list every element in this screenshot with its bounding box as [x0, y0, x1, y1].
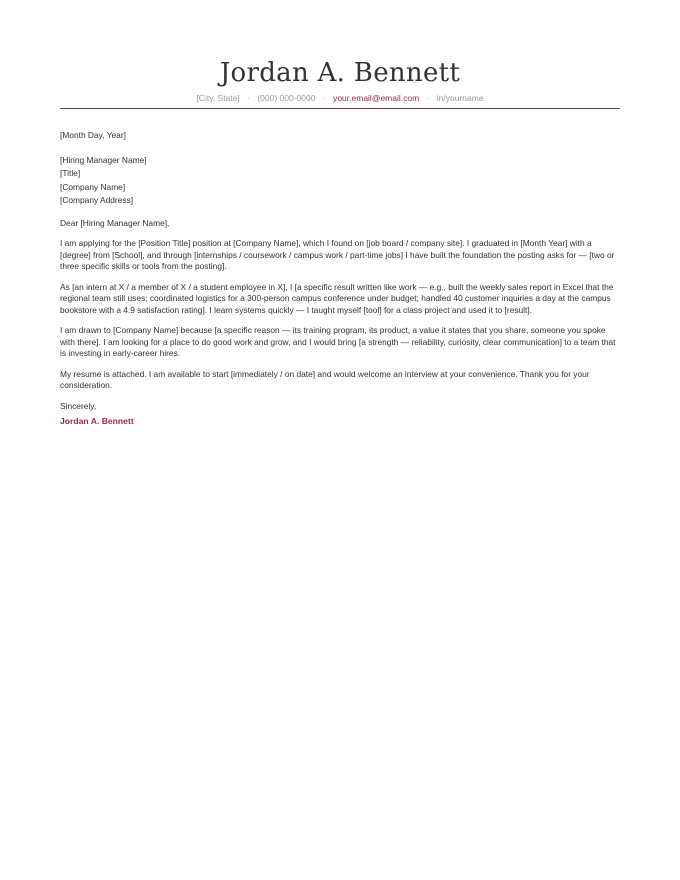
recipient-company: [Company Name]: [60, 181, 126, 192]
closing-phrase: Sincerely,: [60, 400, 97, 411]
salutation: Dear [Hiring Manager Name],: [60, 217, 170, 228]
recipient-address: [Company Address]: [60, 195, 134, 205]
contact-separator: ·: [322, 93, 326, 103]
contact-separator: ·: [426, 93, 430, 103]
recipient-block: [60, 154, 620, 208]
paragraph-motivation: I am drawn to [Company Name] because [a specific reason — its training program, its product, a value it states that you share, someone you spoke with there]. I am looking for a place to do good work and grow, and I would bring [a strength — reliability, curiosity, clear communication] to a team that is investing in early-career hires.: [60, 325, 616, 358]
header-divider: [60, 108, 620, 109]
paragraph-experience: As [an intern at X / a member of X / a student employee in X], I [a specific result written like work — e.g., built the weekly sales report in Excel that the regional team still uses; coordinated logistics for a 300-person campus conference under budget; handled 40 customer inquiries a day at the campus bookstore with a 4.9 satisfaction rating]. I learn systems quickly — I taught myself [tool] for a class project and used it to [result].: [60, 281, 614, 315]
contact-line: [0, 93, 680, 103]
recipient-title: [Title]: [60, 168, 81, 178]
recipient-manager: [Hiring Manager Name]: [60, 154, 147, 165]
paragraph-closing: My resume is attached. I am available to start [immediately / on date] and would welcome an interview at your convenience. Thank you for your consideration.: [60, 368, 590, 390]
letter-body: [60, 130, 620, 428]
contact-linkedin: in/yourname: [436, 93, 484, 103]
applicant-name: Jordan A. Bennett: [219, 58, 461, 88]
letter-date: [Month Day, Year]: [60, 130, 126, 140]
contact-email-link[interactable]: your.email@email.com: [333, 93, 420, 103]
contact-phone: (000) 000-0000: [257, 93, 316, 103]
contact-separator: ·: [247, 93, 250, 103]
contact-location: [City, State]: [196, 93, 240, 103]
signature-name: Jordan A. Bennett: [60, 416, 134, 426]
paragraph-intro: I am applying for the [Position Title] position at [Company Name], which I found on [job board / company site]. I graduated in [Month Year] with a [degree] from [School], and through [internships / coursework / campus work / part-time jobs] I have built the foundation the posting asks for — [two or three specific skills or tools from the posting].: [60, 238, 615, 271]
